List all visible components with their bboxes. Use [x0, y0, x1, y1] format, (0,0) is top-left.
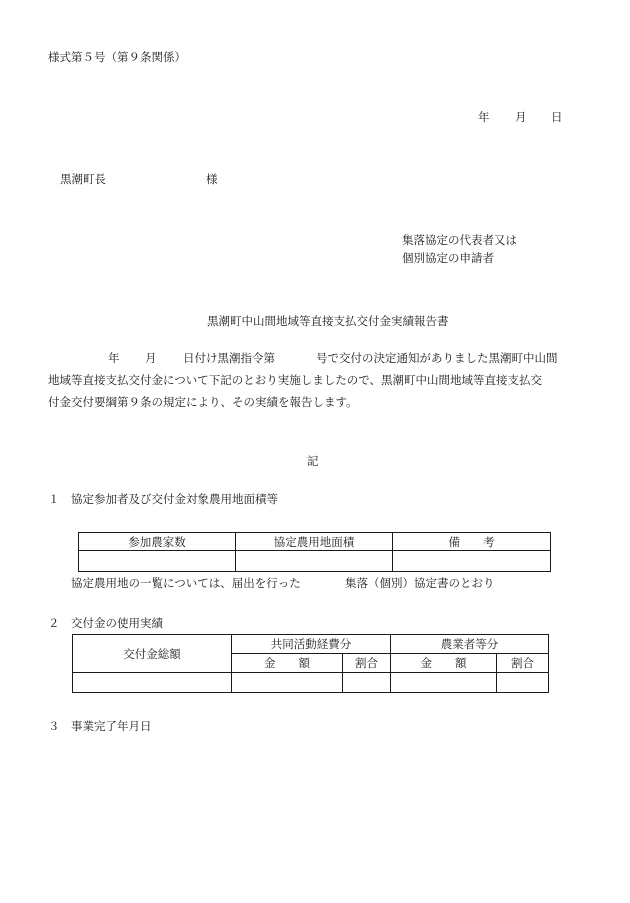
cell-farmer-amount[interactable]: [391, 673, 497, 693]
cell-participant-farms[interactable]: [79, 551, 236, 572]
header-remarks: 備 考: [393, 533, 551, 551]
body-line-3: 付金交付要綱第９条の規定により、その実績を報告します。: [48, 395, 358, 409]
section-1-note-suffix: 集落（個別）協定書のとおり: [345, 576, 495, 590]
section-1-number: １: [48, 492, 60, 506]
date-month-label: 月: [515, 110, 527, 124]
participants-table: [78, 532, 551, 572]
body-year-label: 年: [108, 351, 120, 365]
header-joint-amount: 金 額: [232, 654, 343, 673]
body-notice-text: 日付け黒潮指令第: [183, 351, 275, 365]
section-1-heading: 協定参加者及び交付金対象農用地面積等: [71, 492, 278, 506]
body-line-2: 地域等直接支払交付金について下記のとおり実施しましたので、黒潮町中山間地域等直接支払交: [48, 373, 543, 387]
cell-joint-ratio[interactable]: [343, 673, 391, 693]
header-participant-farms: 参加農家数: [79, 533, 236, 551]
date-day-label: 日: [551, 110, 563, 124]
applicant-line-1: 集落協定の代表者又は: [402, 233, 517, 247]
section-3-heading: 事業完了年月日: [71, 719, 152, 733]
section-2-heading: 交付金の使用実績: [71, 616, 163, 630]
usage-table: [72, 634, 549, 693]
header-total-grant: 交付金総額: [73, 635, 232, 673]
ki-marker: 記: [307, 454, 319, 468]
addressee-title: 黒潮町長: [60, 172, 106, 186]
cell-agreement-farmland-area[interactable]: [236, 551, 393, 572]
cell-joint-amount[interactable]: [232, 673, 343, 693]
header-joint-ratio: 割合: [343, 654, 391, 673]
header-farmer-amount: 金 額: [391, 654, 497, 673]
section-2-number: ２: [48, 616, 60, 630]
cell-farmer-ratio[interactable]: [497, 673, 549, 693]
header-farmer-ratio: 割合: [497, 654, 549, 673]
header-agreement-farmland-area: 協定農用地面積: [236, 533, 393, 551]
header-farmers-share: 農業者等分: [391, 635, 549, 654]
cell-total-grant[interactable]: [73, 673, 232, 693]
date-year-label: 年: [478, 110, 490, 124]
form-number: 様式第５号（第９条関係）: [48, 50, 186, 64]
addressee-honorific: 様: [206, 172, 218, 186]
body-month-label: 月: [145, 351, 157, 365]
applicant-line-2: 個別協定の申請者: [402, 251, 494, 265]
header-joint-activity-expenses: 共同活動経費分: [232, 635, 391, 654]
body-line-1-tail: 号で交付の決定通知がありました黒潮町中山間: [316, 351, 558, 365]
section-1-note-prefix: 協定農用地の一覧については、届出を行った: [71, 576, 301, 590]
section-3-number: ３: [48, 719, 60, 733]
cell-remarks[interactable]: [393, 551, 551, 572]
document-title: 黒潮町中山間地域等直接支払交付金実績報告書: [207, 314, 449, 328]
